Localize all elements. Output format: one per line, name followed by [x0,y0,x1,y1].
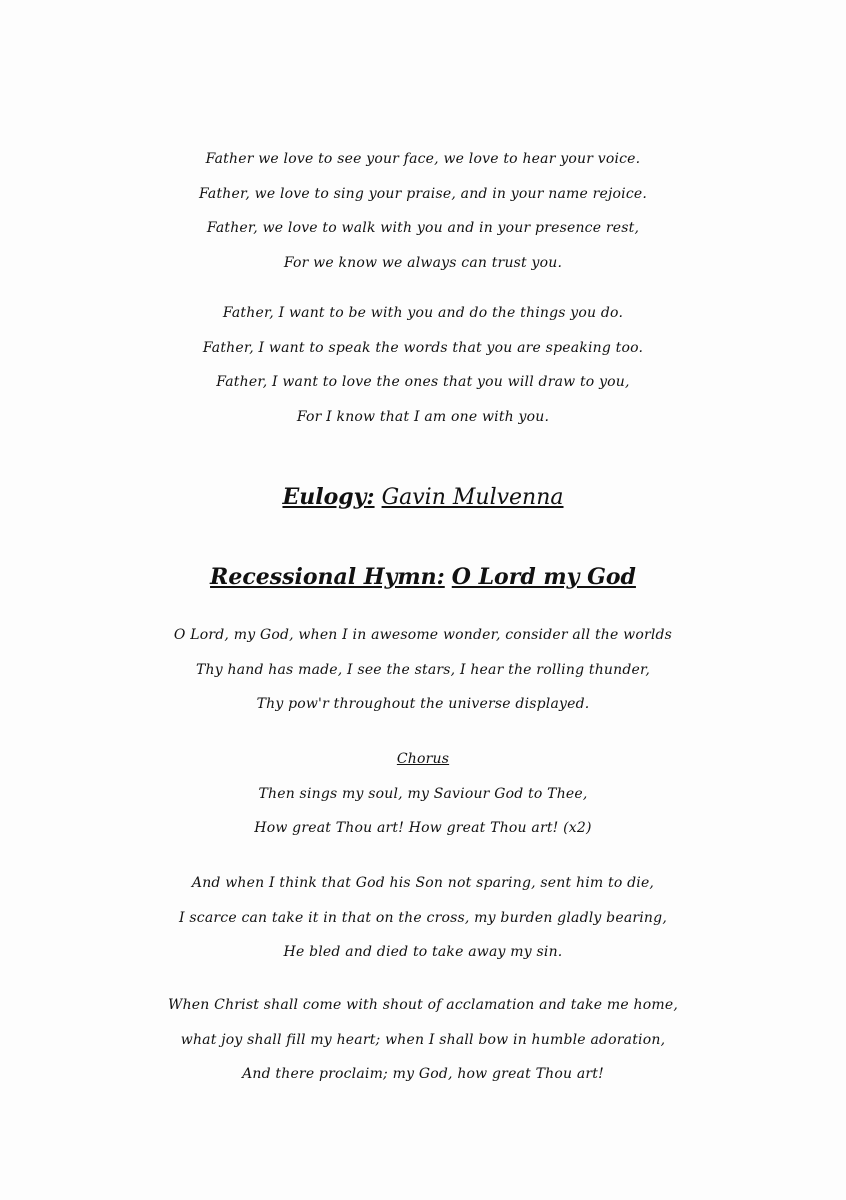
verse-line: Thy hand has made, I see the stars, I hear the rolling thunder, [195,661,651,678]
eulogy-heading [0,482,846,513]
eulogy-label: Eulogy: [282,484,375,510]
recessional-hymn-heading [0,562,846,593]
verse-line: Thy pow'r throughout the universe displayed. [256,696,590,712]
hymn-chorus [0,742,846,846]
verse-line: For we know we always can trust you. [283,254,563,271]
chorus-label: Chorus [396,751,450,767]
father-song-verse-1 [0,142,846,280]
hymn-verse-2 [0,866,846,970]
verse-line: Father, I want to speak the words that you are speaking too. [202,339,644,356]
verse-line: Father we love to see your face, we love to hear your voice. [205,151,641,167]
verse-line: Father, we love to sing your praise, and in your name rejoice. [198,185,648,202]
hymn-verse-3 [0,988,846,1092]
verse-line: And when I think that God his Son not sparing, sent him to die, [191,875,655,891]
verse-line: Father, I want to be with you and do the things you do. [222,305,624,321]
verse-line: For I know that I am one with you. [296,408,550,425]
verse-line: Father, I want to love the ones that you will draw to you, [216,374,630,390]
verse-line: what joy shall fill my heart; when I shall bow in humble adoration, [180,1031,666,1048]
verse-line: O Lord, my God, when I in awesome wonder, consider all the worlds [173,627,673,643]
verse-line: When Christ shall come with shout of acclamation and take me home, [168,997,678,1013]
recessional-hymn-title: O Lord my God [451,564,636,590]
verse-line: I scarce can take it in that on the cross, my burden gladly bearing, [179,909,667,926]
verse-line: He bled and died to take away my sin. [283,944,563,960]
verse-line: And there proclaim; my God, how great Thou art! [242,1066,604,1082]
verse-line: How great Thou art! How great Thou art! (x2) [254,820,592,836]
verse-line: Then sings my soul, my Saviour God to Thee, [258,785,588,802]
verse-line: Father, we love to walk with you and in your presence rest, [206,220,640,236]
eulogy-speaker: Gavin Mulvenna [381,485,564,510]
recessional-label: Recessional Hymn: [210,564,445,590]
hymn-verse-1 [0,618,846,722]
father-song-verse-2 [0,296,846,434]
